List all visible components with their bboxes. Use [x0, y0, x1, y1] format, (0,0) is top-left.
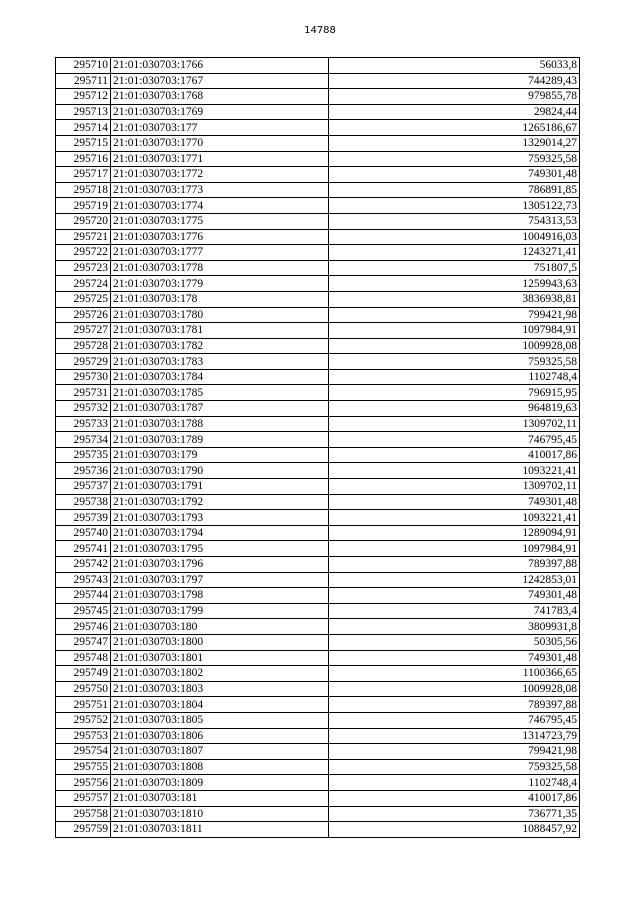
cadastral-value: 789397,88: [329, 557, 580, 573]
table-row: [56, 510, 580, 526]
row-number: 295746: [56, 619, 111, 635]
cadastral-value: 759325,58: [329, 759, 580, 775]
table-row: [56, 291, 580, 307]
row-number: 295745: [56, 603, 111, 619]
cadastral-value: 751807,5: [329, 260, 580, 276]
cadastral-number: 21:01:030703:1796: [111, 557, 329, 573]
cadastral-value: 3836938,81: [329, 291, 580, 307]
row-number: 295738: [56, 494, 111, 510]
cadastral-number: 21:01:030703:1787: [111, 401, 329, 417]
table-row: [56, 603, 580, 619]
cadastral-number: 21:01:030703:1793: [111, 510, 329, 526]
table-row: [56, 759, 580, 775]
row-number: 295724: [56, 276, 111, 292]
row-number: 295714: [56, 120, 111, 136]
cadastral-value: 1289094,91: [329, 525, 580, 541]
cadastral-value: 744289,43: [329, 73, 580, 89]
table-row: [56, 447, 580, 463]
table-row: [56, 89, 580, 105]
row-number: 295739: [56, 510, 111, 526]
table-row: [56, 634, 580, 650]
row-number: 295754: [56, 744, 111, 760]
cadastral-value: 979855,78: [329, 89, 580, 105]
cadastral-value: 759325,58: [329, 151, 580, 167]
cadastral-number: 21:01:030703:1809: [111, 775, 329, 791]
cadastral-number: 21:01:030703:1795: [111, 541, 329, 557]
row-number: 295735: [56, 447, 111, 463]
cadastral-value: 1102748,4: [329, 369, 580, 385]
cadastral-number: 21:01:030703:1767: [111, 73, 329, 89]
cadastral-value: 746795,45: [329, 712, 580, 728]
row-number: 295734: [56, 432, 111, 448]
page-number: 14788: [304, 25, 336, 36]
row-number: 295748: [56, 650, 111, 666]
cadastral-number: 21:01:030703:1794: [111, 525, 329, 541]
cadastral-value: 759325,58: [329, 354, 580, 370]
cadastral-value: 789397,88: [329, 697, 580, 713]
row-number: 295710: [56, 58, 111, 74]
table-row: [56, 338, 580, 354]
table-row: [56, 245, 580, 261]
table-row: [56, 697, 580, 713]
cadastral-value: 754313,53: [329, 213, 580, 229]
table-row: [56, 806, 580, 822]
cadastral-number: 21:01:030703:1774: [111, 198, 329, 214]
cadastral-value: 749301,48: [329, 167, 580, 183]
row-number: 295723: [56, 260, 111, 276]
cadastral-number: 21:01:030703:1808: [111, 759, 329, 775]
row-number: 295737: [56, 479, 111, 495]
table-row: [56, 151, 580, 167]
cadastral-number: 21:01:030703:178: [111, 291, 329, 307]
table-row: [56, 681, 580, 697]
row-number: 295730: [56, 369, 111, 385]
cadastral-number: 21:01:030703:1806: [111, 728, 329, 744]
row-number: 295718: [56, 182, 111, 198]
table-row: [56, 650, 580, 666]
row-number: 295740: [56, 525, 111, 541]
cadastral-number: 21:01:030703:177: [111, 120, 329, 136]
row-number: 295749: [56, 666, 111, 682]
table-row: [56, 479, 580, 495]
table-row: [56, 525, 580, 541]
table-row: [56, 213, 580, 229]
cadastral-value: 964819,63: [329, 401, 580, 417]
cadastral-value: 1093221,41: [329, 510, 580, 526]
cadastral-value: 749301,48: [329, 494, 580, 510]
cadastral-number: 21:01:030703:1804: [111, 697, 329, 713]
table-row: [56, 167, 580, 183]
cadastral-number: 21:01:030703:1784: [111, 369, 329, 385]
cadastral-value: 1305122,73: [329, 198, 580, 214]
table-row: [56, 120, 580, 136]
table-row: [56, 323, 580, 339]
row-number: 295756: [56, 775, 111, 791]
row-number: 295757: [56, 790, 111, 806]
cadastral-value: 1004916,03: [329, 229, 580, 245]
cadastral-number: 21:01:030703:1802: [111, 666, 329, 682]
cadastral-value: 50305,56: [329, 634, 580, 650]
row-number: 295728: [56, 338, 111, 354]
table-row: [56, 572, 580, 588]
cadastral-number: 21:01:030703:1781: [111, 323, 329, 339]
cadastral-number: 21:01:030703:1803: [111, 681, 329, 697]
cadastral-number: 21:01:030703:1776: [111, 229, 329, 245]
cadastral-value: 1265186,67: [329, 120, 580, 136]
row-number: 295719: [56, 198, 111, 214]
cadastral-value: 749301,48: [329, 650, 580, 666]
cadastral-value: 410017,86: [329, 790, 580, 806]
cadastral-value: 1097984,91: [329, 541, 580, 557]
row-number: 295758: [56, 806, 111, 822]
table-row: [56, 463, 580, 479]
cadastral-value: 1329014,27: [329, 135, 580, 151]
cadastral-number: 21:01:030703:180: [111, 619, 329, 635]
cadastral-value: 1259943,63: [329, 276, 580, 292]
row-number: 295742: [56, 557, 111, 573]
table-row: [56, 307, 580, 323]
cadastral-value: 736771,35: [329, 806, 580, 822]
cadastral-number: 21:01:030703:1778: [111, 260, 329, 276]
table-row: [56, 354, 580, 370]
table-row: [56, 58, 580, 74]
row-number: 295753: [56, 728, 111, 744]
table-row: [56, 588, 580, 604]
cadastral-value: 1009928,08: [329, 338, 580, 354]
cadastral-number: 21:01:030703:1807: [111, 744, 329, 760]
row-number: 295715: [56, 135, 111, 151]
cadastral-number: 21:01:030703:1783: [111, 354, 329, 370]
cadastral-value: 1314723,79: [329, 728, 580, 744]
cadastral-value: 1242853,01: [329, 572, 580, 588]
row-number: 295747: [56, 634, 111, 650]
table-row: [56, 198, 580, 214]
row-number: 295732: [56, 401, 111, 417]
cadastral-number: 21:01:030703:1766: [111, 58, 329, 74]
cadastral-value: 799421,98: [329, 307, 580, 323]
cadastral-value: 410017,86: [329, 447, 580, 463]
cadastral-value: 3809931,8: [329, 619, 580, 635]
cadastral-number: 21:01:030703:1782: [111, 338, 329, 354]
cadastral-number: 21:01:030703:1790: [111, 463, 329, 479]
table-row: [56, 104, 580, 120]
cadastral-value: 796915,95: [329, 385, 580, 401]
cadastral-number: 21:01:030703:1769: [111, 104, 329, 120]
row-number: 295733: [56, 416, 111, 432]
table-row: [56, 790, 580, 806]
row-number: 295755: [56, 759, 111, 775]
cadastral-number: 21:01:030703:1785: [111, 385, 329, 401]
cadastral-number: 21:01:030703:1792: [111, 494, 329, 510]
table-row: [56, 712, 580, 728]
table-row: [56, 416, 580, 432]
row-number: 295722: [56, 245, 111, 261]
cadastral-value: 741783,4: [329, 603, 580, 619]
cadastral-value: 1100366,65: [329, 666, 580, 682]
cadastral-value: 56033,8: [329, 58, 580, 74]
cadastral-number: 21:01:030703:1789: [111, 432, 329, 448]
row-number: 295729: [56, 354, 111, 370]
cadastral-number: 21:01:030703:1791: [111, 479, 329, 495]
table-row: [56, 260, 580, 276]
cadastral-value: 799421,98: [329, 744, 580, 760]
cadastral-number: 21:01:030703:1800: [111, 634, 329, 650]
row-number: 295713: [56, 104, 111, 120]
cadastral-value: 1097984,91: [329, 323, 580, 339]
row-number: 295716: [56, 151, 111, 167]
table-row: [56, 822, 580, 838]
cadastral-table: [55, 57, 580, 838]
cadastral-value: 1102748,4: [329, 775, 580, 791]
row-number: 295744: [56, 588, 111, 604]
row-number: 295727: [56, 323, 111, 339]
cadastral-number: 21:01:030703:1772: [111, 167, 329, 183]
cadastral-number: 21:01:030703:1768: [111, 89, 329, 105]
table-row: [56, 775, 580, 791]
cadastral-number: 21:01:030703:1770: [111, 135, 329, 151]
row-number: 295743: [56, 572, 111, 588]
cadastral-value: 1009928,08: [329, 681, 580, 697]
table-row: [56, 401, 580, 417]
cadastral-number: 21:01:030703:1798: [111, 588, 329, 604]
row-number: 295725: [56, 291, 111, 307]
cadastral-number: 21:01:030703:1777: [111, 245, 329, 261]
cadastral-value: 1088457,92: [329, 822, 580, 838]
row-number: 295711: [56, 73, 111, 89]
row-number: 295731: [56, 385, 111, 401]
cadastral-number: 21:01:030703:1805: [111, 712, 329, 728]
table-row: [56, 369, 580, 385]
row-number: 295759: [56, 822, 111, 838]
table-row: [56, 557, 580, 573]
cadastral-number: 21:01:030703:1801: [111, 650, 329, 666]
table-row: [56, 135, 580, 151]
cadastral-number: 21:01:030703:1775: [111, 213, 329, 229]
cadastral-value: 1309702,11: [329, 479, 580, 495]
row-number: 295721: [56, 229, 111, 245]
row-number: 295752: [56, 712, 111, 728]
table-row: [56, 666, 580, 682]
cadastral-number: 21:01:030703:1788: [111, 416, 329, 432]
table-body: [56, 58, 580, 838]
table-row: [56, 276, 580, 292]
cadastral-value: 29824,44: [329, 104, 580, 120]
table-row: [56, 229, 580, 245]
cadastral-number: 21:01:030703:1797: [111, 572, 329, 588]
cadastral-number: 21:01:030703:1771: [111, 151, 329, 167]
cadastral-value: 746795,45: [329, 432, 580, 448]
table-row: [56, 494, 580, 510]
cadastral-value: 1093221,41: [329, 463, 580, 479]
row-number: 295751: [56, 697, 111, 713]
cadastral-number: 21:01:030703:1773: [111, 182, 329, 198]
row-number: 295750: [56, 681, 111, 697]
table-row: [56, 744, 580, 760]
table-row: [56, 432, 580, 448]
cadastral-number: 21:01:030703:1799: [111, 603, 329, 619]
cadastral-value: 786891,85: [329, 182, 580, 198]
cadastral-number: 21:01:030703:179: [111, 447, 329, 463]
row-number: 295736: [56, 463, 111, 479]
table-row: [56, 182, 580, 198]
row-number: 295717: [56, 167, 111, 183]
cadastral-value: 749301,48: [329, 588, 580, 604]
cadastral-number: 21:01:030703:181: [111, 790, 329, 806]
table-row: [56, 73, 580, 89]
row-number: 295726: [56, 307, 111, 323]
cadastral-number: 21:01:030703:1811: [111, 822, 329, 838]
cadastral-number: 21:01:030703:1780: [111, 307, 329, 323]
row-number: 295741: [56, 541, 111, 557]
table-row: [56, 619, 580, 635]
table-row: [56, 385, 580, 401]
cadastral-number: 21:01:030703:1810: [111, 806, 329, 822]
cadastral-value: 1243271,41: [329, 245, 580, 261]
cadastral-number: 21:01:030703:1779: [111, 276, 329, 292]
row-number: 295720: [56, 213, 111, 229]
cadastral-value: 1309702,11: [329, 416, 580, 432]
table-row: [56, 728, 580, 744]
row-number: 295712: [56, 89, 111, 105]
table-row: [56, 541, 580, 557]
